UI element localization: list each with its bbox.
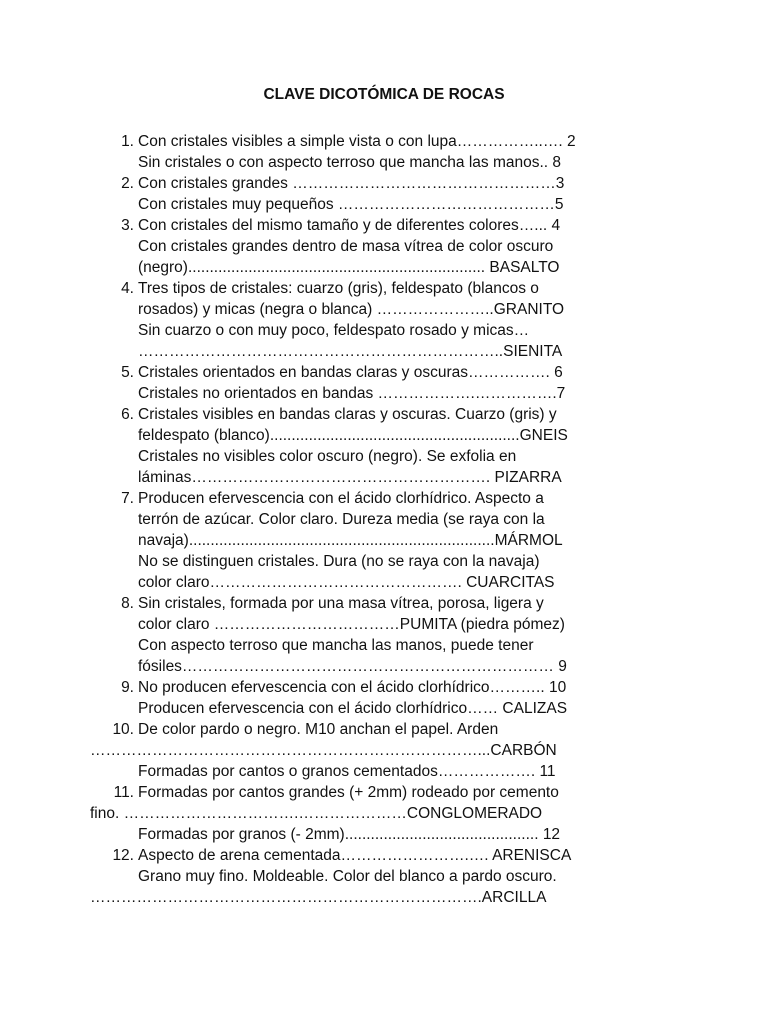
key-step-number: 3. — [121, 217, 134, 234]
key-line: Aspecto de arena cementada…………………….…. ARENISCA — [138, 847, 572, 864]
key-line: rosados) y micas (negra o blanca) …………………..GRANITO — [138, 301, 565, 318]
key-line: No se distinguen cristales. Dura (no se raya con la navaja) — [138, 553, 540, 570]
key-line: terrón de azúcar. Color claro. Dureza media (se raya con la — [138, 511, 545, 528]
key-line: Producen efervescencia con el ácido clorhídrico…… CALIZAS — [138, 700, 568, 717]
key-line: Sin cristales o con aspecto terroso que mancha las manos.. 8 — [138, 154, 562, 171]
key-line: Sin cristales, formada por una masa vítrea, porosa, ligera y — [138, 595, 544, 612]
key-step-number: 4. — [121, 280, 134, 297]
key-line: Formadas por cantos o granos cementados………………. 11 — [138, 763, 556, 780]
key-line: ……………………………………………………………..SIENITA — [138, 343, 563, 360]
key-step-number: 6. — [121, 406, 134, 423]
key-line: …………………………………………………………………...CARBÓN — [90, 742, 557, 759]
key-line: No producen efervescencia con el ácido clorhídrico……….. 10 — [138, 679, 567, 696]
key-line: feldespato (blanco)..........................................................GNEIS — [138, 427, 568, 444]
key-line: fósiles……………………………………………………………… 9 — [138, 658, 567, 675]
key-line: Producen efervescencia con el ácido clorhídrico. Aspecto a — [138, 490, 544, 507]
key-line: (negro)..................................................................... BASALTO — [138, 259, 560, 276]
key-line: color claro ………………………………PUMITA (piedra pómez) — [138, 616, 565, 633]
key-step-number: 7. — [121, 490, 134, 507]
key-line: Con cristales visibles a simple vista o con lupa……………..…. 2 — [138, 133, 576, 150]
key-step-number: 11. — [113, 784, 134, 801]
key-line: Cristales visibles en bandas claras y oscuras. Cuarzo (gris) y — [138, 406, 557, 423]
key-step-number: 5. — [121, 364, 134, 381]
key-step-number: 10. — [112, 721, 134, 738]
key-line: Formadas por cantos grandes (+ 2mm) rodeado por cemento — [138, 784, 559, 801]
key-line: Cristales no orientados en bandas ……………….…………….7 — [138, 385, 566, 402]
key-line: Grano muy fino. Moldeable. Color del blanco a pardo oscuro. — [138, 868, 557, 885]
key-line: De color pardo o negro. M10 anchan el papel. Arden — [138, 721, 499, 738]
key-step-number: 9. — [121, 679, 134, 696]
key-line: Con cristales del mismo tamaño y de diferentes colores…... 4 — [138, 217, 561, 234]
key-line: Sin cuarzo o con muy poco, feldespato rosado y micas… — [138, 322, 530, 339]
key-step-number: 8. — [121, 595, 134, 612]
key-line: navaja).......................................................................MÁRMOL — [138, 532, 563, 549]
key-line: Con aspecto terroso que mancha las manos, puede tener — [138, 637, 534, 654]
key-line: Cristales no visibles color oscuro (negro). Se exfolia en — [138, 448, 517, 465]
key-line: láminas…………………………………………………. PIZARRA — [138, 469, 562, 486]
key-line: color claro…………………………………………. CUARCITAS — [138, 574, 555, 591]
key-line: Cristales orientados en bandas claras y oscuras……………. 6 — [138, 364, 563, 381]
key-line: fino. …………………………….…………………CONGLOMERADO — [90, 805, 543, 822]
key-line: Con cristales muy pequeños ……………………………………5 — [138, 196, 564, 213]
page-title: CLAVE DICOTÓMICA DE ROCAS — [263, 86, 505, 103]
key-step-number: 12. — [112, 847, 134, 864]
key-line: Con cristales grandes dentro de masa vítrea de color oscuro — [138, 238, 554, 255]
key-line: Con cristales grandes ……………………………………………3 — [138, 175, 565, 192]
key-line: ………………………………………………………………….ARCILLA — [90, 889, 547, 906]
key-line: Formadas por granos (- 2mm)............................................. 12 — [138, 826, 561, 843]
key-line: Tres tipos de cristales: cuarzo (gris), feldespato (blancos o — [138, 280, 539, 297]
key-step-number: 1. — [121, 133, 134, 150]
key-step-number: 2. — [121, 175, 134, 192]
